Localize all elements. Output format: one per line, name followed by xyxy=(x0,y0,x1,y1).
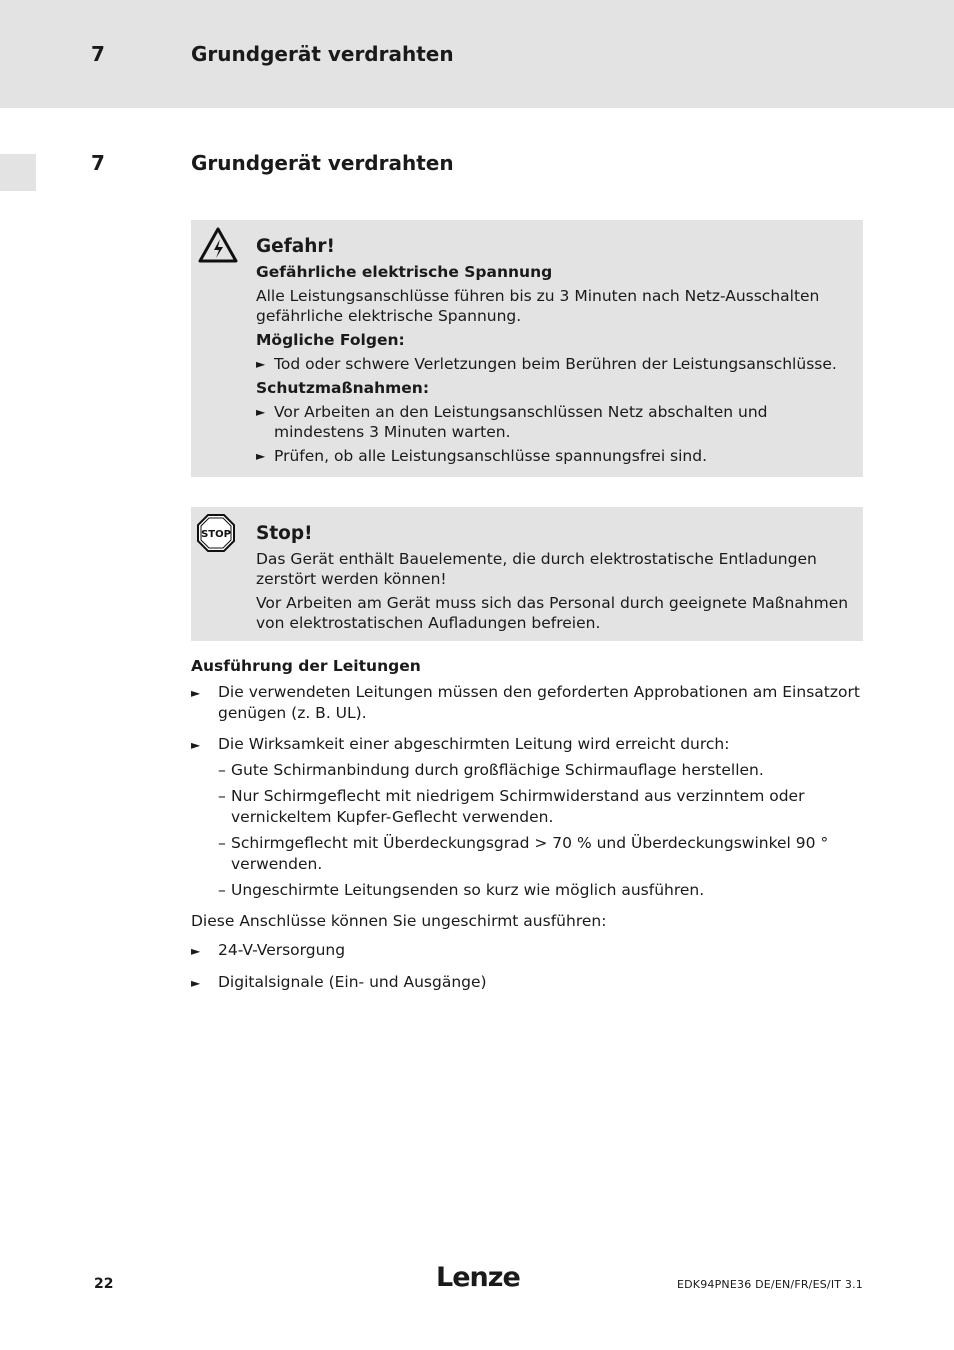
stop-paragraph: Vor Arbeiten am Gerät muss sich das Personal durch geeignete Maßnahmen von elektrostatischen Aufladungen befreien. xyxy=(256,594,849,632)
measure-item: ► Vor Arbeiten an den Leistungsanschlüssen Netz abschalten und mindestens 3 Minuten warten. xyxy=(256,403,768,441)
arrow-bullet-icon: ► xyxy=(191,686,201,700)
consequences-label: Mögliche Folgen: xyxy=(256,331,405,349)
document-code: EDK94PNE36 DE/EN/FR/ES/IT 3.1 xyxy=(676,1278,863,1291)
cable-design-subheading: Ausführung der Leitungen xyxy=(191,657,421,675)
page-number: 22 xyxy=(94,1276,114,1292)
svg-text:STOP: STOP xyxy=(201,529,231,540)
measures-label: Schutzmaßnahmen: xyxy=(256,379,430,397)
arrow-bullet-icon: ► xyxy=(191,738,201,752)
stop-notice-box xyxy=(191,507,863,641)
danger-notice-box xyxy=(191,220,863,477)
list-item: ► 24-V-Versorgung xyxy=(191,940,863,962)
chapter-title: Grundgerät verdrahten xyxy=(191,42,454,66)
stop-sign-icon xyxy=(197,514,235,556)
list-item: ► Digitalsignale (Ein- und Ausgänge) xyxy=(191,972,863,994)
consequence-item: ► Tod oder schwere Verletzungen beim Berühren der Leistungsanschlüsse. xyxy=(256,355,837,373)
electric-hazard-warning-icon xyxy=(197,226,239,268)
unshielded-intro: Diese Anschlüsse können Sie ungeschirmt ausführen: xyxy=(191,912,607,930)
list-item: ► Die Wirksamkeit einer abgeschirmten Leitung wird erreicht durch: – Gute Schirmanbindung durch großflächige Schirmauflage herstellen. – Nur Schirmgeflecht mit niedrigem Schirmwiderstand aus verzinntem oder vernickeltem Kupfer-Geflecht verwenden. – Schirmgeflecht mit Überdeckungsgrad > 70 % und Überdeckungswinkel 90 ° verwenden. – Ungeschirmte Leitungsenden so kurz wie möglich ausführen. xyxy=(191,734,863,901)
section-number: 7 xyxy=(91,151,105,175)
chapter-number: 7 xyxy=(91,42,105,66)
dash-list-item: – Schirmgeflecht mit Überdeckungsgrad > 70 % und Überdeckungswinkel 90 ° verwenden. xyxy=(218,834,829,873)
main-content xyxy=(191,656,863,1004)
page-side-marker xyxy=(0,154,36,191)
arrow-bullet-icon: ► xyxy=(191,944,201,958)
chapter-header-band xyxy=(0,0,954,108)
section-title: Grundgerät verdrahten xyxy=(191,151,454,175)
danger-description: Alle Leistungsanschlüsse führen bis zu 3 Minuten nach Netz-Ausschalten gefährliche elektrische Spannung. xyxy=(256,287,820,325)
lenze-logo: Lenze xyxy=(436,1262,520,1293)
measure-item: ► Prüfen, ob alle Leistungsanschlüsse spannungsfrei sind. xyxy=(256,447,708,465)
dash-list-item: – Ungeschirmte Leitungsenden so kurz wie möglich ausführen. xyxy=(218,881,705,899)
dash-list-item: – Gute Schirmanbindung durch großflächige Schirmauflage herstellen. xyxy=(218,761,764,779)
danger-subtitle: Gefährliche elektrische Spannung xyxy=(256,263,553,281)
danger-title: Gefahr! xyxy=(256,236,335,257)
dash-list-item: – Nur Schirmgeflecht mit niedrigem Schirmwiderstand aus verzinntem oder vernickeltem Kupfer-Geflecht verwenden. xyxy=(218,787,805,826)
arrow-bullet-icon: ► xyxy=(256,357,266,371)
arrow-bullet-icon: ► xyxy=(256,405,266,419)
list-item: ► Die verwendeten Leitungen müssen den geforderten Approbationen am Einsatzort genügen (z. B. UL). xyxy=(191,683,860,722)
stop-paragraph: Das Gerät enthält Bauelemente, die durch elektrostatische Entladungen zerstört werden können! xyxy=(256,550,817,588)
stop-title: Stop! xyxy=(256,523,313,544)
arrow-bullet-icon: ► xyxy=(256,449,266,463)
arrow-bullet-icon: ► xyxy=(191,976,201,990)
